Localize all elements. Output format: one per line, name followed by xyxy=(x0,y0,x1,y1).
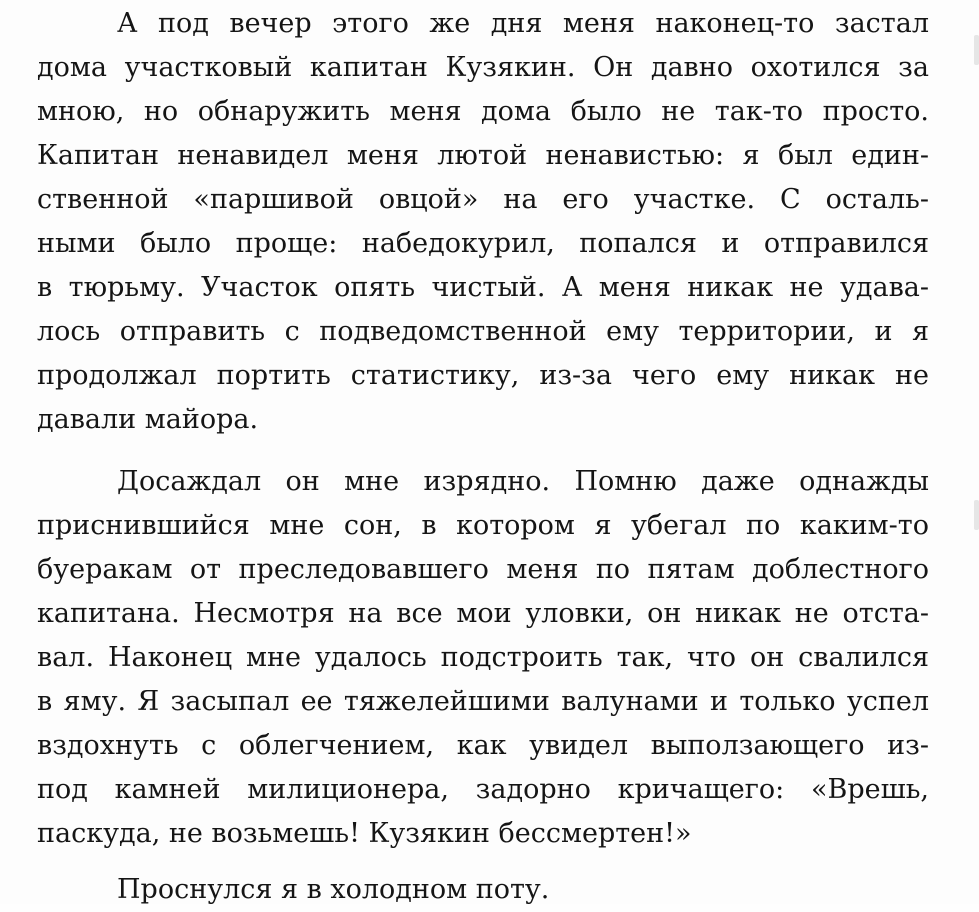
text-line: ными было проще: набедокурил, попался и отправился xyxy=(37,228,929,259)
text-line: Досаждал он мне изрядно. Помню даже однажды xyxy=(117,466,929,497)
text-line: А под вечер этого же дня меня наконец-то застал xyxy=(117,8,929,39)
text-line: дома участковый капитан Кузякин. Он давно охотился за xyxy=(37,52,929,83)
page-edge-shadow xyxy=(974,500,979,530)
text-line: мною, но обнаружить меня дома было не так-то просто. xyxy=(37,96,929,127)
text-line: под камней милиционера, задорно кричащего: «Врешь, xyxy=(37,774,929,805)
text-line: Капитан ненавидел меня лютой ненавистью: я был един- xyxy=(37,140,929,171)
page-edge-shadow xyxy=(974,35,979,65)
text-line: в тюрьму. Участок опять чистый. А меня никак не удава- xyxy=(37,272,929,303)
text-line: вал. Наконец мне удалось подстроить так, что он свалился xyxy=(37,642,929,673)
text-line: паскуда, не возьмешь! Кузякин бессмертен!» xyxy=(37,818,692,849)
text-line: буеракам от преследовавшего меня по пятам доблестного xyxy=(37,554,929,585)
text-line: вздохнуть с облегчением, как увидел выползающего из- xyxy=(37,730,929,761)
text-line: Проснулся я в холодном поту. xyxy=(117,874,550,905)
text-line: ственной «паршивой овцой» на его участке. С осталь- xyxy=(37,184,929,215)
text-line: продолжал портить статистику, из-за чего ему никак не xyxy=(37,360,929,391)
text-line: в яму. Я засыпал ее тяжелейшими валунами и только успел xyxy=(37,686,929,717)
text-line: лось отправить с подведомственной ему территории, и я xyxy=(37,316,929,347)
text-line: капитана. Несмотря на все мои уловки, он никак не отста- xyxy=(37,598,929,629)
text-line: давали майора. xyxy=(37,404,259,435)
text-line: приснившийся мне сон, в котором я убегал по каким-то xyxy=(37,510,929,541)
